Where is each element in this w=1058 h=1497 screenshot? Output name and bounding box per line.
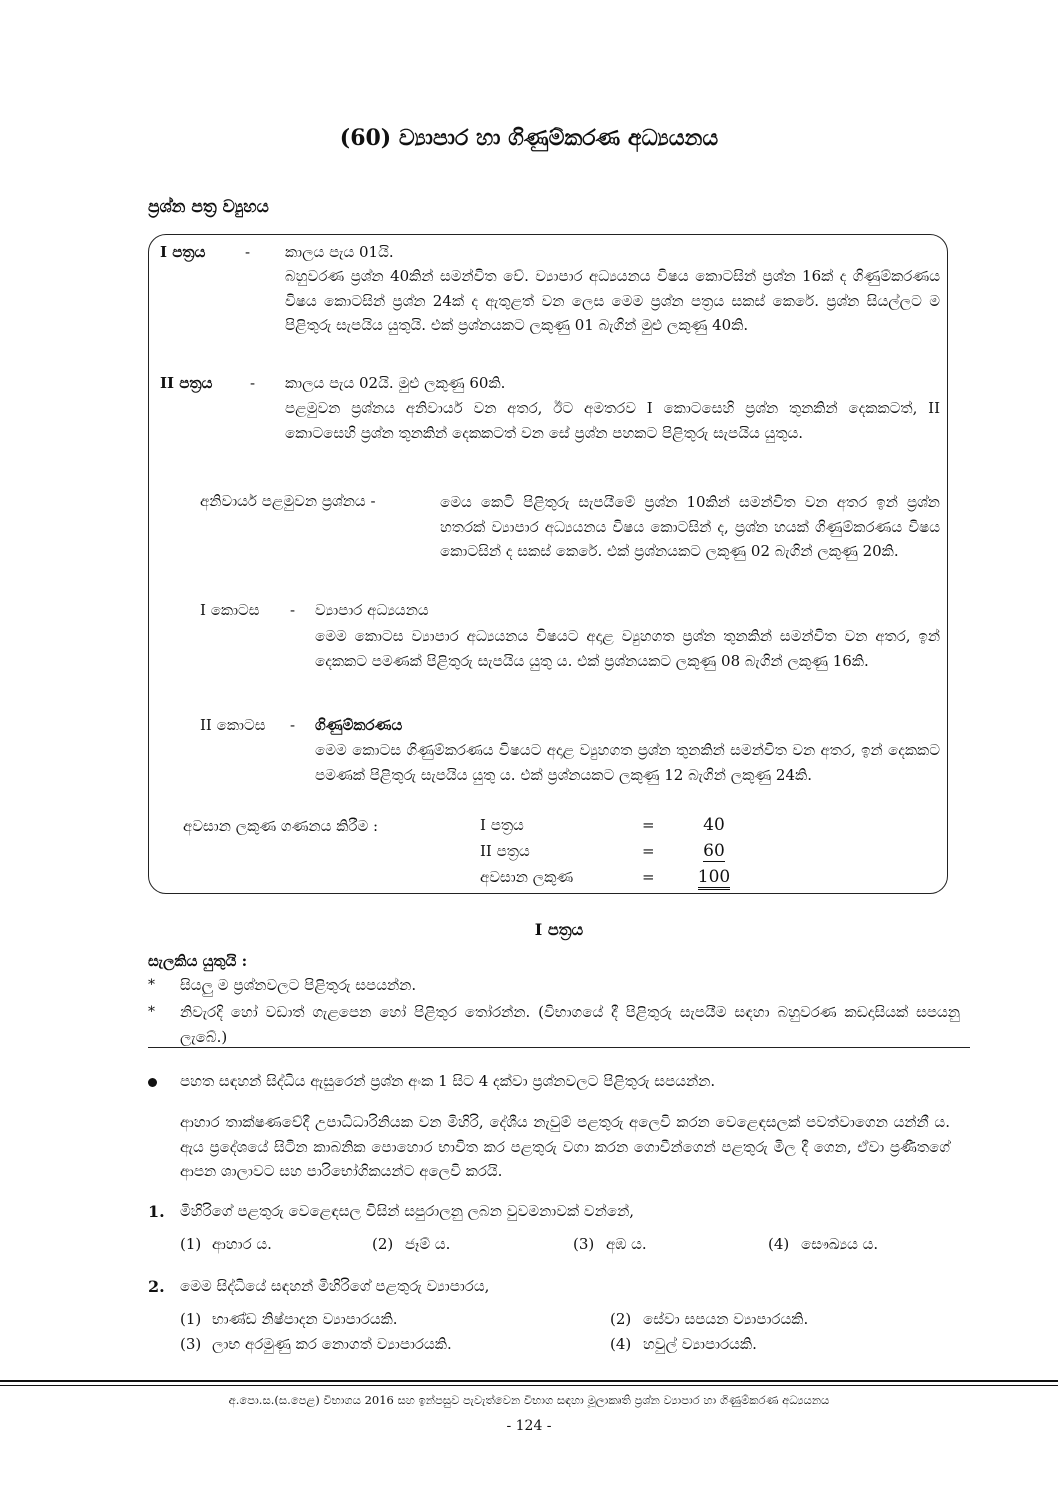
option-num: (4) xyxy=(768,1235,790,1253)
calc-total-value: 100 xyxy=(698,867,730,890)
bullet-icon xyxy=(148,1078,157,1087)
calc-row-name: II පත්‍රය xyxy=(480,842,530,860)
footer-rule xyxy=(0,1385,1058,1386)
option-num: (4) xyxy=(610,1335,632,1353)
note-item: නිවැරදි හෝ වඩාත් ගැළපෙන හෝ පිළිතුර තෝරන්න. (විභාගයේ දී පිළිතුරු සැපයීම සඳහා බහුවරණ කඩදාසියක් සපයනු ලැබේ.) xyxy=(180,1003,960,1046)
calc-row-name: I පත්‍රය xyxy=(480,816,524,834)
paper1-heading: I පත්‍රය xyxy=(534,920,584,939)
part1-dash: - xyxy=(290,601,296,619)
scenario-text: ආහාර තාක්ෂණවේදී උපාධිධාරිනියක වන මිහිරි, දේශීය නැවුම් පළතුරු අලෙවි කරන වෙළෙඳසලක් පවත්වාගෙන යන්නී ය. ඇය ප්‍රදේශයේ සිටින කාබනික පොහොර භාවිත කර පළතුරු වගා කරන ගොවීන්ගෙන් පළතුරු මිල දී ගෙන, ඒවා ප්‍රණීතගේ ආපන ශාලාවට සහ පාරිභෝගිකයන්ට අලෙවි කරයි. xyxy=(180,1113,950,1180)
paper1-duration: කාලය පැය 01යි. xyxy=(285,243,394,261)
option-num: (2) xyxy=(610,1310,632,1328)
option-text: ලාභ අරමුණු කර නොගත් ව්‍යාපාරයකි. xyxy=(212,1335,452,1353)
note-star-icon: * xyxy=(148,1004,155,1020)
calc-row-eq: = xyxy=(642,816,655,834)
option-text: සෞඛ්‍යය ය. xyxy=(801,1235,879,1253)
option-num: (3) xyxy=(180,1335,202,1353)
paper1-label: I පත්‍රය xyxy=(160,243,206,261)
option-text: ජෑම් ය. xyxy=(405,1235,451,1253)
calc-row-value: 60 xyxy=(703,841,725,861)
question-text: මෙම සිද්ධියේ සඳහන් මිහිරිගේ පළතුරු ව්‍යාපාරය, xyxy=(180,1277,490,1295)
footer-rule xyxy=(0,1380,1058,1382)
final-calc-table xyxy=(474,812,740,890)
part2-body: මෙම කොටස ගිණුම්කරණය විෂයට අදාළ ව්‍යුහගත ප්‍රශ්න තුනකින් සමන්විත වන අතර, ඉන් දෙකකට පමණක් පිළිතුරු සැපයිය යුතු ය. එක් ප්‍රශ්නයකට ලකුණු 12 බැගින් ලකුණු 24කි. xyxy=(315,741,940,784)
calc-row xyxy=(474,864,740,890)
option-text: අඹ ය. xyxy=(606,1235,647,1253)
part2-name: ගිණුම්කරණය xyxy=(315,716,403,734)
question-number: 2. xyxy=(148,1277,165,1296)
paper1-dash: - xyxy=(245,243,251,261)
section-heading: ප්‍රශ්න පත්‍ර ව්‍යුහය xyxy=(148,197,269,217)
part1-name: ව්‍යාපාර අධ්‍යයනය xyxy=(315,601,429,619)
page-number: - 124 - xyxy=(506,1418,552,1434)
note-item: සියලු ම ප්‍රශ්නවලට පිළිතුරු සපයන්න. xyxy=(180,976,417,994)
calc-row-eq: = xyxy=(642,868,655,886)
part1-body: මෙම කොටස ව්‍යාපාර අධ්‍යයනය විෂයට අදාළ ව්‍යුහගත ප්‍රශ්න තුනකින් සමන්විත වන අතර, ඉන් දෙකකට පමණක් පිළිතුරු සැපයිය යුතු ය. එක් ප්‍රශ්නයකට ලකුණු 08 බැගින් ලකුණු 16කි. xyxy=(315,627,940,670)
option-num: (1) xyxy=(180,1310,202,1328)
calc-row-name: අවසාන ලකුණ xyxy=(480,868,574,886)
instruction-text: පහත සඳහන් සිද්ධිය ඇසුරෙන් ප්‍රශ්න අංක 1 සිට 4 දක්වා ප්‍රශ්නවලට පිළිතුරු සපයන්න. xyxy=(180,1072,716,1090)
page-title: (60) ව්‍යාපාර හා ගිණුම්කරණ අධ්‍යයනය xyxy=(339,125,719,151)
paper2-label: II පත්‍රය xyxy=(160,374,213,392)
question-number: 1. xyxy=(148,1202,165,1221)
option-num: (1) xyxy=(180,1235,202,1253)
note-star-icon: * xyxy=(148,977,155,993)
option-num: (2) xyxy=(372,1235,394,1253)
option-text: ආහාර ය. xyxy=(212,1235,272,1253)
calc-row-value: 40 xyxy=(703,815,725,835)
compulsory-body: මෙය කෙටි පිළිතුරු සැපයීමේ ප්‍රශ්න 10කින් සමන්විත වන අතර ඉන් ප්‍රශ්න හතරක් ව්‍යාපාර අධ්‍යයනය විෂය කොටසින් ද, ප්‍රශ්න හයක් ගිණුම්කරණය විෂය කොටසින් ද සකස් කෙරේ. එක් ප්‍රශ්නයකට ලකුණු 02 බැගින් ලකුණු 20කි. xyxy=(440,493,940,560)
paper2-dash: - xyxy=(250,374,256,392)
part2-dash: - xyxy=(290,716,296,734)
calc-row xyxy=(474,812,740,838)
calc-row-eq: = xyxy=(642,842,655,860)
paper2-duration: කාලය පැය 02යි. මුළු ලකුණු 60කි. xyxy=(285,374,506,392)
paper1-body: බහුවරණ ප්‍රශ්න 40කින් සමන්විත වේ. ව්‍යාපාර අධ්‍යයනය විෂය කොටසින් ප්‍රශ්න 16ක් ද ගිණුම්කරණය විෂය කොටසින් ප්‍රශ්න 24ක් ද ඇතුළත් වන ලෙස මෙම ප්‍රශ්න පත්‍රය සකස් කෙරේ. ප්‍රශ්න සියල්ලට ම පිළිතුරු සැපයිය යුතුයි. එක් ප්‍රශ්නයකට ලකුණු 01 බැගින් මුළු ලකුණු 40කි. xyxy=(285,267,940,334)
footer-text: අ.පො.ස.(ස.පෙළ) විභාගය 2016 සහ ඉන්පසුව පැවැත්වෙන විභාග සඳහා මූලාකෘති ප්‍රශ්න ව්‍යාපාර හා ගිණුම්කරණ අධ්‍යයනය xyxy=(228,1393,830,1407)
paper2-body: පළමුවන ප්‍රශ්නය අනිවාර්ය වන අතර, ඊට අමතරව I කොටසෙහි ප්‍රශ්න තුනකින් දෙකකටත්, II කොටසෙහි ප්‍රශ්න තුනකින් දෙකකටත් වන සේ ප්‍රශ්න පහකට පිළිතුරු සැපයිය යුතුය. xyxy=(285,399,940,442)
notes-heading: සැලකිය යුතුයි : xyxy=(148,952,248,970)
compulsory-label: අනිවාර්ය පළමුවන ප්‍රශ්නය - xyxy=(200,492,376,510)
option-text: හවුල් ව්‍යාපාරයකි. xyxy=(643,1335,757,1353)
calc-row xyxy=(474,838,740,864)
part2-label: II කොටස xyxy=(200,716,266,734)
part1-label: I කොටස xyxy=(200,601,260,619)
divider xyxy=(148,1047,970,1048)
option-text: සේවා සපයන ව්‍යාපාරයකි. xyxy=(643,1310,809,1328)
question-text: මිහිරිගේ පළතුරු වෙළෙඳසල විසින් සපුරාලනු ලබන වුවමනාවක් වන්නේ, xyxy=(180,1202,635,1220)
option-num: (3) xyxy=(573,1235,595,1253)
final-calc-label: අවසාන ලකුණ ගණනය කිරීම : xyxy=(183,817,379,835)
option-text: භාණ්ඩ නිෂ්පාදන ව්‍යාපාරයකි. xyxy=(212,1310,398,1328)
